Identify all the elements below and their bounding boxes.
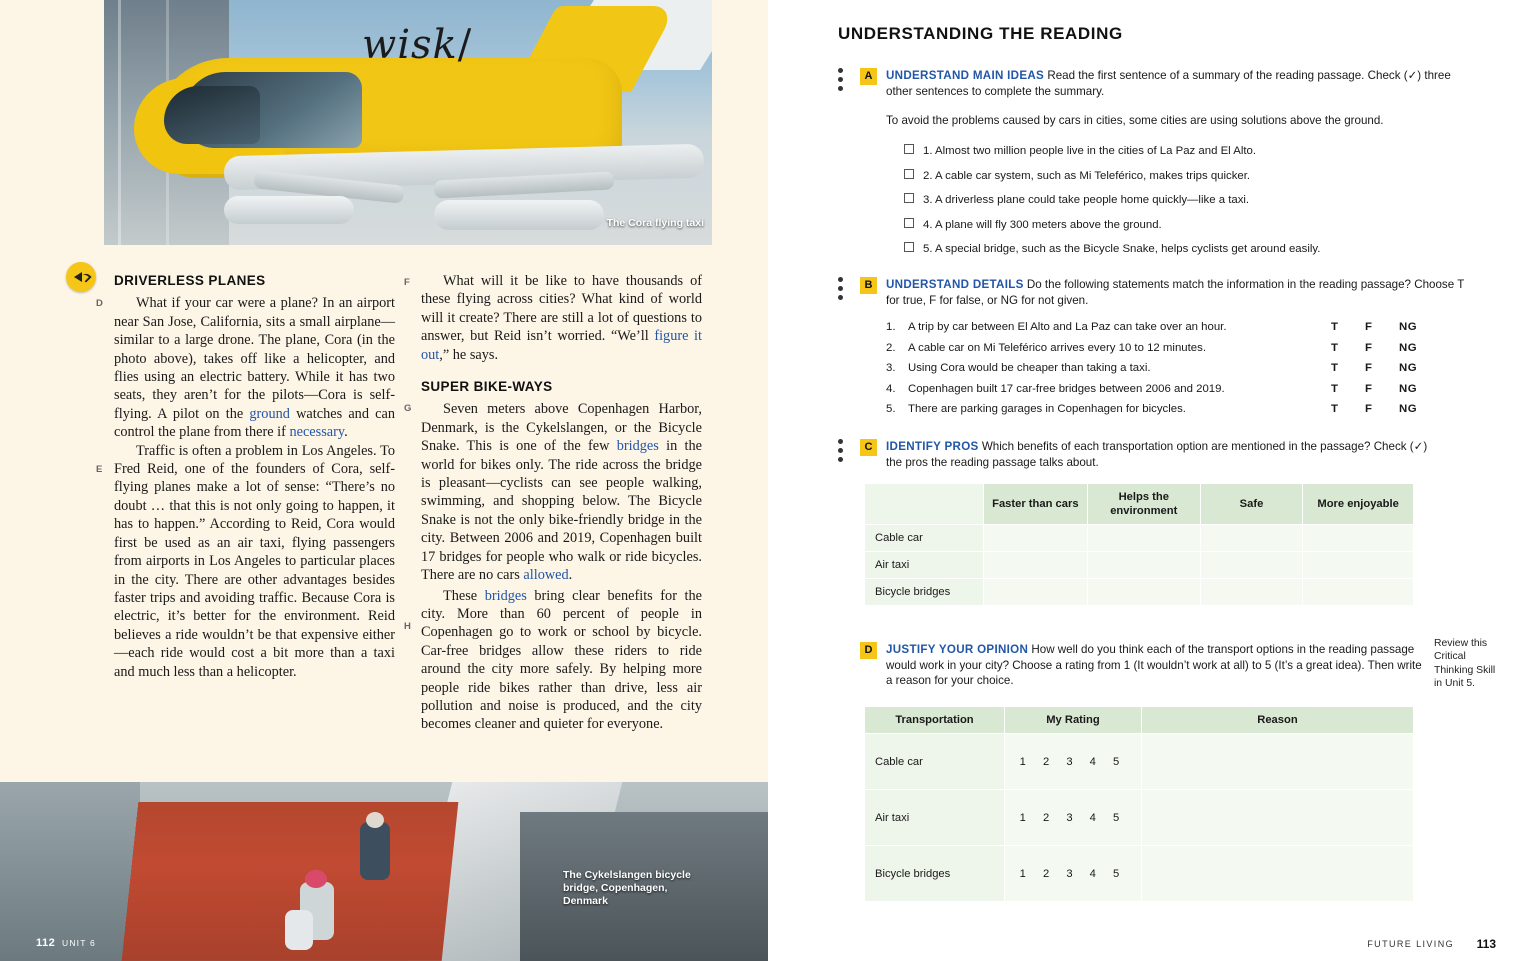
col-head-safe: Safe — [1200, 484, 1302, 525]
paragraph-f: What will it be like to have thousands of these flying across cities? What kind of world will it create? There are still a lot of questions to answer, but Reid isn’t worried. “We’ll figure it out,” he says. — [421, 273, 702, 363]
choice-t[interactable]: T — [1331, 341, 1339, 354]
cyclist-third — [285, 910, 313, 950]
bike-photo-caption: The Cykelslangen bicycle bridge, Copenhagen, Denmark — [563, 869, 691, 907]
checkbox-label: 5. A special bridge, such as the Bicycle Snake, helps cyclists get around easily. — [923, 243, 1321, 256]
bike-bridge-photo — [0, 782, 768, 961]
pros-cell[interactable] — [983, 579, 1087, 606]
col-head-my-rating: My Rating — [1004, 707, 1141, 734]
table-row — [865, 846, 1414, 902]
section-b-instruction: Do the following statements match the information in the reading passage? Choose T for true, F for false, or NG for not given. — [886, 278, 1465, 307]
section-c-instruction: Which benefits of each transportation option are mentioned in the passage? Check (✓) the pros the reading passage talks about. — [886, 440, 1428, 469]
checkbox-label: 3. A driverless plane could take people home quickly—like a taxi. — [923, 194, 1250, 207]
row-head-air-taxi: Air taxi — [865, 790, 1005, 846]
checkbox-1[interactable] — [904, 144, 914, 154]
choice-t[interactable]: T — [1331, 403, 1339, 416]
row-head-bicycle-bridges: Bicycle bridges — [865, 579, 984, 606]
speaker-icon[interactable] — [66, 262, 96, 292]
building-left — [0, 782, 140, 961]
table-row — [865, 734, 1414, 790]
choice-ng[interactable]: NG — [1399, 403, 1418, 416]
checkbox-row[interactable] — [904, 188, 1320, 213]
list-item: 2. A cable car on Mi Teleférico arrives every 10 to 12 minutes. — [886, 341, 1206, 354]
choice-t[interactable]: T — [1331, 321, 1339, 333]
row-head-air-taxi: Air taxi — [865, 552, 984, 579]
table-header-row — [865, 484, 1414, 525]
choice-ng[interactable]: NG — [1399, 341, 1418, 354]
pros-cell[interactable] — [1303, 525, 1414, 552]
pros-cell[interactable] — [1087, 525, 1200, 552]
heading-super-bike-ways: SUPER BIKE-WAYS — [421, 379, 553, 395]
pros-cell[interactable] — [1200, 579, 1302, 606]
paragraph-d: What if your car were a plane? In an airport near San Jose, California, sits a small airplane—similar to a large drone. The plane, Cora (in the photo above), takes off like a helicopter, and flies using an electric battery. While it has two seats, they aren’t for the pilots—Cora is self-flying. A pilot on the ground watches and can control the plane from there if necessary. — [114, 295, 395, 441]
section-d-label: JUSTIFY YOUR OPINION — [886, 643, 1029, 656]
list-item: 5. There are parking garages in Copenhagen for bicycles. — [886, 403, 1186, 416]
drag-dots-b — [838, 277, 845, 304]
table-row — [865, 525, 1414, 552]
choice-f[interactable]: F — [1365, 382, 1373, 395]
statement-text: Using Cora would be cheaper than taking a taxi. — [908, 362, 1151, 375]
statement-text: A trip by car between El Alto and La Paz can take over an hour. — [908, 321, 1227, 333]
para-mark-g: G — [404, 403, 412, 414]
para-mark-d: D — [96, 298, 103, 309]
section-a-checklist — [904, 139, 1320, 262]
choice-ng[interactable]: NG — [1399, 321, 1418, 333]
checkbox-5[interactable] — [904, 242, 914, 252]
heading-driverless-planes: DRIVERLESS PLANES — [114, 273, 266, 288]
checkbox-label: 4. A plane will fly 300 meters above the ground. — [923, 218, 1162, 231]
choice-f[interactable]: F — [1365, 341, 1373, 354]
tfng-row[interactable] — [1331, 358, 1433, 379]
reading-column-left — [114, 272, 395, 681]
col-head-faster: Faster than cars — [983, 484, 1087, 525]
reason-input-cable-car[interactable] — [1141, 734, 1413, 790]
para-mark-f: F — [404, 277, 410, 288]
checkbox-3[interactable] — [904, 193, 914, 203]
col-head-enjoyable: More enjoyable — [1303, 484, 1414, 525]
pros-cell[interactable] — [983, 525, 1087, 552]
pros-table — [864, 483, 1414, 606]
cyclist-adult — [360, 822, 390, 880]
checkbox-2[interactable] — [904, 169, 914, 179]
wisk-logo: wisk/ — [362, 22, 473, 68]
checkbox-row[interactable] — [904, 213, 1320, 238]
section-c-label: IDENTIFY PROS — [886, 440, 979, 453]
row-head-bicycle-bridges: Bicycle bridges — [865, 846, 1005, 902]
section-b-statements — [886, 317, 1406, 420]
section-tag-d: D — [860, 642, 877, 659]
page-title: UNDERSTANDING THE READING — [838, 24, 1123, 43]
paragraph-g: Seven meters above Copenhagen Harbor, Denmark, is the Cykelslangen, or the Bicycle Snake. This is one of the few bridges in the world for bikes only. The ride across the bridge is pleasant—cyclists can see people walking, swimming, and shopping below. The Bicycle Snake is not the only bike-friendly bridge in the city. Between 2006 and 2019, Copenhagen built 17 bridges for people who walk or ride bicycles. There are no cars allowed. — [421, 401, 702, 584]
rating-scale-bicycle-bridges[interactable]: 1 2 3 4 5 — [1004, 846, 1141, 902]
side-note: Review this Critical Thinking Skill in Unit 5. — [1434, 638, 1496, 690]
choice-f[interactable]: F — [1365, 403, 1373, 416]
checkbox-row[interactable] — [904, 237, 1320, 262]
plane-pod-left — [224, 196, 354, 224]
statement-text: There are parking garages in Copenhagen for bicycles. — [908, 403, 1186, 416]
statement-text: A cable car on Mi Teleférico arrives every 10 to 12 minutes. — [908, 341, 1206, 354]
drag-dots-c — [838, 439, 845, 466]
pros-cell[interactable] — [983, 552, 1087, 579]
row-head-cable-car: Cable car — [865, 525, 984, 552]
table-header-row — [865, 707, 1414, 734]
col-head-reason: Reason — [1141, 707, 1413, 734]
choice-ng[interactable]: NG — [1399, 362, 1418, 375]
reason-input-bicycle-bridges[interactable] — [1141, 846, 1413, 902]
choice-t[interactable]: T — [1331, 382, 1339, 395]
section-a-instruction: Read the first sentence of a summary of the reading passage. Check (✓) three other sentences to complete the summary. — [886, 69, 1451, 98]
section-d-heading — [886, 642, 1426, 689]
rating-scale-cable-car[interactable]: 1 2 3 4 5 — [1004, 734, 1141, 790]
pros-cell[interactable] — [1200, 525, 1302, 552]
section-b-label: UNDERSTAND DETAILS — [886, 278, 1024, 291]
tfng-row[interactable] — [1331, 399, 1433, 420]
section-tag-c: C — [860, 439, 877, 456]
pros-cell[interactable] — [1303, 552, 1414, 579]
pros-cell[interactable] — [1087, 552, 1200, 579]
choice-f[interactable]: F — [1365, 362, 1373, 375]
section-a-lead: To avoid the problems caused by cars in cities, some cities are using solutions above the ground. — [886, 114, 1384, 127]
section-tag-b: B — [860, 277, 877, 294]
section-d-instruction: How well do you think each of the transport options in the reading passage would work in your city? Choose a rating from 1 (It wouldn’t work at all) to 5 (It’s a great idea). Then write a reason for your choice. — [886, 643, 1422, 688]
list-item: 3. Using Cora would be cheaper than taking a taxi. — [886, 362, 1151, 375]
plane-pod-right — [434, 200, 604, 230]
choice-f[interactable]: F — [1365, 321, 1373, 333]
checkbox-label: 2. A cable car system, such as Mi Teleférico, makes trips quicker. — [923, 169, 1251, 182]
paragraph-e: Traffic is often a problem in Los Angeles. To Fred Reid, one of the founders of Cora, self-flying planes make a lot of sense: “There’s no doubt … that this is not only going to happen, it has to happen.” According to Reid, Cora would first be used as an air taxi, flying passengers from airports in Los Angeles to particular places in the city. There are other advantages besides faster trips and avoiding traffic. Because Cora is electric, it’s better for the environment. Reid believes a ride wouldn’t be that expensive either—each ride would cost a bit more than a taxi and much less than a helicopter. — [114, 442, 395, 680]
choice-ng[interactable]: NG — [1399, 382, 1418, 395]
pros-cell[interactable] — [1087, 579, 1200, 606]
choice-t[interactable]: T — [1331, 362, 1339, 375]
statement-text: Copenhagen built 17 car-free bridges between 2006 and 2019. — [908, 382, 1225, 395]
section-c-heading — [886, 439, 1446, 470]
checkbox-4[interactable] — [904, 218, 914, 228]
section-tag-a: A — [860, 68, 877, 85]
row-head-cable-car: Cable car — [865, 734, 1005, 790]
table-row — [865, 552, 1414, 579]
justify-table — [864, 706, 1414, 902]
paragraph-h: These bridges bring clear benefits for the city. More than 60 percent of people in Copenhagen go to work or school by bicycle. Car-free bridges allow these riders to ride around the city more safely. By helping more people ride bikes rather than drive, less air pollution and noise is produced, and the city becomes cleaner and quieter for everyone. — [421, 587, 702, 733]
tfng-row[interactable] — [1331, 379, 1433, 400]
cyclist-child-helmet — [305, 870, 327, 888]
tfng-row[interactable] — [1331, 338, 1433, 359]
plane-photo — [104, 0, 712, 245]
right-page — [776, 0, 1516, 961]
checkbox-row[interactable] — [904, 164, 1320, 189]
section-b-heading — [886, 277, 1466, 308]
drag-dots-a — [838, 68, 845, 95]
para-mark-e: E — [96, 464, 103, 475]
table-row — [865, 579, 1414, 606]
reading-column-right — [421, 272, 702, 734]
pros-cell[interactable] — [1303, 579, 1414, 606]
unit-label-left: UNIT 6 — [62, 938, 96, 948]
reason-input-air-taxi[interactable] — [1141, 790, 1413, 846]
section-a-heading — [886, 68, 1466, 99]
list-item: 1. A trip by car between El Alto and La Paz can take over an hour. — [886, 321, 1227, 333]
tfng-row[interactable] — [1331, 317, 1433, 338]
col-head-environment: Helps the environment — [1087, 484, 1200, 525]
plane-cockpit-window — [164, 86, 260, 144]
table-row — [865, 790, 1414, 846]
checkbox-label: 1. Almost two million people live in the cities of La Paz and El Alto. — [923, 145, 1257, 157]
page-number-right: 113 — [1476, 937, 1496, 951]
pros-cell[interactable] — [1200, 552, 1302, 579]
col-head-blank — [865, 484, 984, 525]
checkbox-row[interactable] — [904, 139, 1320, 164]
section-b-choices — [1331, 317, 1433, 420]
cyclist-adult-head — [366, 812, 384, 828]
plane-photo-caption: The Cora flying taxi — [606, 217, 704, 229]
col-head-transportation: Transportation — [865, 707, 1005, 734]
section-a-label: UNDERSTAND MAIN IDEAS — [886, 69, 1045, 82]
page-number-left: 112 — [36, 937, 56, 949]
list-item: 4. Copenhagen built 17 car-free bridges between 2006 and 2019. — [886, 382, 1225, 395]
para-mark-h: H — [404, 621, 411, 632]
rating-scale-air-taxi[interactable]: 1 2 3 4 5 — [1004, 790, 1141, 846]
footer-label: FUTURE LIVING — [1367, 939, 1454, 949]
